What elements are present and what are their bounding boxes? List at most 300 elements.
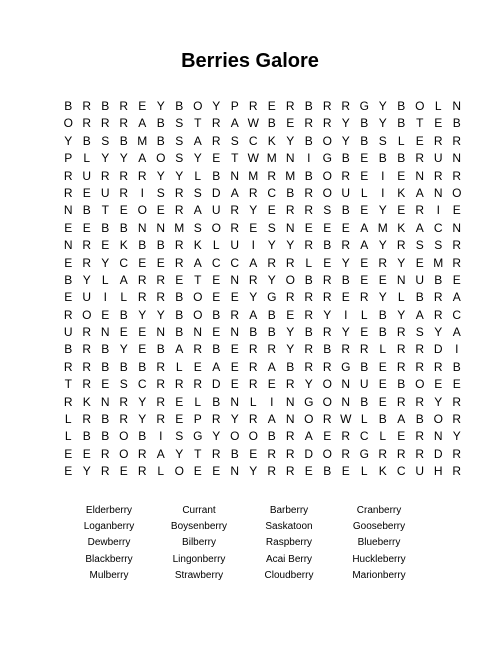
grid-letter[interactable]: I — [455, 342, 459, 357]
grid-letter[interactable]: Y — [101, 151, 110, 166]
grid-letter[interactable]: L — [101, 272, 109, 287]
grid-letter[interactable]: I — [307, 151, 311, 166]
grid-letter[interactable]: R — [304, 203, 314, 218]
grid-letter[interactable]: C — [248, 133, 258, 148]
grid-letter[interactable]: C — [137, 377, 147, 392]
grid-letter[interactable]: Y — [378, 99, 387, 113]
grid-letter[interactable]: K — [267, 133, 276, 148]
grid-letter[interactable]: R — [341, 429, 351, 444]
grid-letter[interactable]: B — [212, 342, 221, 357]
grid-letter[interactable]: R — [415, 359, 425, 374]
grid-letter[interactable]: S — [175, 429, 184, 444]
grid-letter[interactable]: U — [63, 325, 73, 340]
grid-letter[interactable]: E — [82, 446, 91, 461]
grid-letter[interactable]: L — [64, 429, 72, 444]
grid-letter[interactable]: S — [156, 185, 165, 200]
grid-letter[interactable]: Y — [249, 290, 258, 305]
grid-letter[interactable]: R — [248, 359, 258, 374]
grid-letter[interactable]: Y — [64, 133, 73, 148]
grid-letter[interactable]: E — [378, 377, 387, 392]
grid-letter[interactable]: E — [452, 272, 461, 287]
grid-letter[interactable]: R — [285, 255, 295, 270]
grid-letter[interactable]: C — [433, 220, 443, 235]
grid-letter[interactable]: R — [396, 238, 406, 253]
grid-letter[interactable]: E — [119, 464, 128, 479]
grid-letter[interactable]: R — [322, 116, 332, 131]
grid-letter[interactable]: E — [397, 168, 406, 183]
grid-letter[interactable]: R — [285, 464, 295, 479]
grid-letter[interactable]: R — [452, 446, 462, 461]
grid-letter[interactable]: Y — [82, 272, 91, 287]
grid-letter[interactable]: E — [341, 220, 350, 235]
grid-letter[interactable]: R — [82, 359, 92, 374]
grid-letter[interactable]: R — [174, 185, 184, 200]
grid-letter[interactable]: T — [416, 116, 424, 131]
grid-letter[interactable]: I — [251, 238, 255, 253]
grid-letter[interactable]: O — [248, 429, 258, 444]
grid-letter[interactable]: A — [397, 412, 406, 427]
grid-letter[interactable]: S — [415, 325, 424, 340]
grid-letter[interactable]: Y — [286, 342, 295, 357]
grid-letter[interactable]: R — [119, 412, 129, 427]
grid-letter[interactable]: K — [82, 394, 91, 409]
grid-letter[interactable]: U — [433, 151, 443, 166]
grid-letter[interactable]: B — [138, 429, 147, 444]
grid-letter[interactable]: B — [82, 203, 91, 218]
grid-letter[interactable]: O — [193, 307, 203, 322]
grid-letter[interactable]: A — [230, 185, 239, 200]
grid-letter[interactable]: B — [212, 394, 221, 409]
grid-letter[interactable]: Y — [267, 272, 276, 287]
grid-letter[interactable]: A — [230, 116, 239, 131]
grid-letter[interactable]: R — [396, 359, 406, 374]
grid-letter[interactable]: R — [415, 446, 425, 461]
grid-letter[interactable]: M — [266, 151, 277, 166]
grid-letter[interactable]: K — [397, 185, 406, 200]
grid-letter[interactable]: U — [359, 377, 369, 392]
grid-letter[interactable]: B — [397, 377, 406, 392]
grid-letter[interactable]: O — [119, 446, 129, 461]
grid-letter[interactable]: R — [285, 99, 295, 113]
grid-letter[interactable]: N — [230, 325, 240, 340]
grid-letter[interactable]: E — [101, 377, 110, 392]
grid-letter[interactable]: L — [397, 133, 405, 148]
grid-letter[interactable]: R — [396, 342, 406, 357]
grid-letter[interactable]: R — [156, 377, 166, 392]
grid-letter[interactable]: B — [156, 238, 165, 253]
grid-letter[interactable]: A — [156, 446, 165, 461]
grid-letter[interactable]: E — [101, 238, 110, 253]
grid-letter[interactable]: Y — [212, 429, 221, 444]
grid-letter[interactable]: E — [175, 394, 184, 409]
grid-letter[interactable]: O — [322, 446, 332, 461]
grid-letter[interactable]: R — [378, 255, 388, 270]
grid-letter[interactable]: A — [452, 290, 461, 305]
grid-letter[interactable]: R — [248, 99, 258, 113]
grid-letter[interactable]: E — [230, 359, 239, 374]
grid-letter[interactable]: R — [230, 220, 240, 235]
grid-letter[interactable]: R — [119, 168, 129, 183]
grid-letter[interactable]: N — [285, 151, 295, 166]
grid-letter[interactable]: E — [304, 220, 313, 235]
grid-letter[interactable]: N — [433, 429, 443, 444]
grid-letter[interactable]: E — [64, 290, 73, 305]
grid-letter[interactable]: B — [64, 272, 73, 287]
grid-letter[interactable]: B — [212, 168, 221, 183]
grid-letter[interactable]: R — [211, 446, 221, 461]
grid-letter[interactable]: R — [452, 394, 462, 409]
grid-letter[interactable]: R — [322, 412, 332, 427]
grid-letter[interactable]: Y — [341, 325, 350, 340]
grid-letter[interactable]: O — [193, 290, 203, 305]
grid-letter[interactable]: R — [452, 168, 462, 183]
grid-letter[interactable]: R — [156, 272, 166, 287]
grid-letter[interactable]: E — [230, 377, 239, 392]
grid-letter[interactable]: B — [82, 133, 91, 148]
grid-letter[interactable]: B — [378, 412, 387, 427]
grid-letter[interactable]: L — [194, 168, 202, 183]
grid-letter[interactable]: I — [381, 185, 385, 200]
grid-letter[interactable]: B — [341, 151, 350, 166]
grid-letter[interactable]: R — [267, 168, 277, 183]
grid-letter[interactable]: B — [378, 325, 387, 340]
grid-letter[interactable]: O — [174, 464, 184, 479]
grid-letter[interactable]: C — [230, 255, 240, 270]
grid-letter[interactable]: A — [249, 255, 258, 270]
grid-letter[interactable]: N — [452, 220, 462, 235]
grid-letter[interactable]: E — [193, 464, 202, 479]
grid-letter[interactable]: N — [285, 412, 295, 427]
grid-letter[interactable]: I — [381, 168, 385, 183]
grid-letter[interactable]: B — [360, 116, 369, 131]
grid-letter[interactable]: R — [82, 342, 92, 357]
grid-letter[interactable]: I — [159, 429, 163, 444]
grid-letter[interactable]: R — [396, 446, 406, 461]
grid-letter[interactable]: E — [82, 185, 91, 200]
grid-letter[interactable]: E — [64, 220, 73, 235]
grid-letter[interactable]: E — [212, 151, 221, 166]
grid-letter[interactable]: E — [452, 377, 461, 392]
grid-letter[interactable]: E — [119, 203, 128, 218]
grid-letter[interactable]: R — [285, 429, 295, 444]
grid-letter[interactable]: O — [433, 412, 443, 427]
grid-letter[interactable]: B — [304, 168, 313, 183]
grid-letter[interactable]: E — [286, 307, 295, 322]
grid-letter[interactable]: A — [267, 412, 276, 427]
grid-letter[interactable]: C — [359, 429, 369, 444]
grid-letter[interactable]: N — [415, 168, 425, 183]
grid-letter[interactable]: B — [452, 116, 461, 131]
grid-letter[interactable]: R — [119, 185, 129, 200]
grid-letter[interactable]: T — [194, 446, 202, 461]
grid-letter[interactable]: B — [119, 133, 128, 148]
grid-letter[interactable]: R — [174, 377, 184, 392]
grid-letter[interactable]: G — [359, 446, 369, 461]
grid-letter[interactable]: S — [267, 220, 276, 235]
grid-letter[interactable]: E — [360, 168, 369, 183]
grid-letter[interactable]: O — [415, 99, 425, 113]
grid-letter[interactable]: B — [267, 307, 276, 322]
grid-letter[interactable]: D — [433, 342, 443, 357]
grid-letter[interactable]: N — [156, 220, 166, 235]
grid-letter[interactable]: S — [101, 133, 110, 148]
grid-letter[interactable]: E — [341, 290, 350, 305]
grid-letter[interactable]: R — [248, 377, 258, 392]
grid-letter[interactable]: P — [193, 412, 202, 427]
grid-letter[interactable]: D — [433, 446, 443, 461]
grid-letter[interactable]: R — [211, 133, 221, 148]
grid-letter[interactable]: B — [267, 325, 276, 340]
grid-letter[interactable]: L — [360, 464, 368, 479]
grid-letter[interactable]: R — [433, 290, 443, 305]
grid-letter[interactable]: B — [360, 394, 369, 409]
grid-letter[interactable]: P — [230, 99, 239, 113]
grid-letter[interactable]: B — [156, 342, 165, 357]
grid-letter[interactable]: E — [286, 116, 295, 131]
grid-letter[interactable]: Y — [341, 255, 350, 270]
grid-letter[interactable]: K — [378, 464, 387, 479]
grid-letter[interactable]: Y — [175, 446, 184, 461]
grid-letter[interactable]: M — [377, 220, 388, 235]
grid-letter[interactable]: E — [212, 325, 221, 340]
grid-letter[interactable]: Y — [156, 99, 165, 113]
grid-letter[interactable]: B — [249, 325, 258, 340]
grid-letter[interactable]: A — [193, 255, 202, 270]
grid-letter[interactable]: R — [341, 446, 351, 461]
grid-letter[interactable]: R — [137, 272, 147, 287]
grid-letter[interactable]: M — [433, 255, 444, 270]
grid-letter[interactable]: E — [212, 464, 221, 479]
grid-letter[interactable]: U — [415, 464, 425, 479]
grid-letter[interactable]: G — [304, 394, 314, 409]
grid-letter[interactable]: Y — [397, 255, 406, 270]
grid-letter[interactable]: Y — [286, 325, 295, 340]
grid-letter[interactable]: U — [211, 203, 221, 218]
grid-letter[interactable]: B — [304, 133, 313, 148]
grid-letter[interactable]: A — [249, 307, 258, 322]
grid-letter[interactable]: B — [304, 272, 313, 287]
grid-letter[interactable]: B — [138, 238, 147, 253]
grid-letter[interactable]: R — [285, 203, 295, 218]
grid-letter[interactable]: Y — [138, 307, 147, 322]
grid-letter[interactable]: O — [119, 429, 129, 444]
grid-letter[interactable]: Y — [82, 464, 91, 479]
grid-letter[interactable]: E — [360, 151, 369, 166]
grid-letter[interactable]: K — [119, 238, 128, 253]
grid-letter[interactable]: L — [157, 464, 165, 479]
grid-letter[interactable]: Y — [286, 133, 295, 148]
grid-letter[interactable]: E — [64, 464, 73, 479]
grid-letter[interactable]: E — [64, 446, 73, 461]
grid-letter[interactable]: N — [341, 394, 351, 409]
grid-letter[interactable]: R — [415, 151, 425, 166]
grid-letter[interactable]: R — [63, 307, 73, 322]
grid-letter[interactable]: W — [247, 116, 259, 131]
grid-letter[interactable]: L — [360, 412, 368, 427]
grid-letter[interactable]: B — [378, 151, 387, 166]
grid-letter[interactable]: R — [82, 377, 92, 392]
grid-letter[interactable]: D — [211, 185, 221, 200]
grid-letter[interactable]: M — [137, 133, 148, 148]
grid-letter[interactable]: C — [452, 307, 462, 322]
grid-letter[interactable]: E — [360, 203, 369, 218]
grid-letter[interactable]: B — [452, 359, 461, 374]
grid-letter[interactable]: R — [63, 359, 73, 374]
grid-letter[interactable]: R — [156, 394, 166, 409]
grid-letter[interactable]: E — [175, 412, 184, 427]
grid-letter[interactable]: B — [156, 116, 165, 131]
grid-letter[interactable]: O — [415, 377, 425, 392]
grid-letter[interactable]: E — [156, 255, 165, 270]
grid-letter[interactable]: E — [138, 342, 147, 357]
grid-letter[interactable]: N — [341, 377, 351, 392]
grid-letter[interactable]: Y — [193, 151, 202, 166]
grid-letter[interactable]: R — [211, 116, 221, 131]
grid-letter[interactable]: B — [341, 272, 350, 287]
grid-letter[interactable]: W — [247, 151, 259, 166]
grid-letter[interactable]: B — [101, 359, 110, 374]
grid-letter[interactable]: L — [83, 151, 91, 166]
grid-letter[interactable]: R — [230, 307, 240, 322]
grid-letter[interactable]: B — [360, 359, 369, 374]
grid-letter[interactable]: L — [175, 359, 183, 374]
grid-letter[interactable]: B — [119, 307, 128, 322]
grid-letter[interactable]: G — [267, 290, 277, 305]
grid-letter[interactable]: E — [138, 255, 147, 270]
grid-letter[interactable]: R — [82, 99, 92, 113]
grid-letter[interactable]: B — [101, 412, 110, 427]
grid-letter[interactable]: N — [100, 394, 110, 409]
grid-letter[interactable]: R — [267, 342, 277, 357]
grid-letter[interactable]: R — [82, 238, 92, 253]
grid-letter[interactable]: B — [101, 99, 110, 113]
grid-letter[interactable]: O — [82, 307, 92, 322]
grid-letter[interactable]: O — [156, 151, 166, 166]
grid-letter[interactable]: N — [230, 394, 240, 409]
grid-letter[interactable]: T — [101, 203, 109, 218]
grid-letter[interactable]: B — [64, 99, 73, 113]
grid-letter[interactable]: B — [267, 116, 276, 131]
grid-letter[interactable]: E — [360, 325, 369, 340]
grid-letter[interactable]: U — [341, 185, 351, 200]
grid-letter[interactable]: R — [452, 133, 462, 148]
grid-letter[interactable]: B — [230, 446, 239, 461]
grid-letter[interactable]: D — [211, 377, 221, 392]
grid-letter[interactable]: E — [138, 325, 147, 340]
grid-letter[interactable]: B — [267, 429, 276, 444]
grid-letter[interactable]: R — [341, 238, 351, 253]
grid-letter[interactable]: A — [415, 185, 424, 200]
grid-letter[interactable]: R — [193, 377, 203, 392]
grid-letter[interactable]: L — [360, 185, 368, 200]
grid-letter[interactable]: R — [100, 168, 110, 183]
grid-letter[interactable]: M — [174, 220, 185, 235]
grid-letter[interactable]: R — [82, 116, 92, 131]
grid-letter[interactable]: Y — [249, 464, 258, 479]
grid-letter[interactable]: R — [82, 325, 92, 340]
grid-letter[interactable]: G — [322, 151, 332, 166]
grid-letter[interactable]: Y — [378, 238, 387, 253]
grid-letter[interactable]: R — [433, 168, 443, 183]
grid-letter[interactable]: N — [230, 272, 240, 287]
grid-letter[interactable]: E — [267, 203, 276, 218]
grid-letter[interactable]: B — [323, 342, 332, 357]
grid-letter[interactable]: Y — [378, 290, 387, 305]
grid-letter[interactable]: S — [323, 203, 332, 218]
grid-letter[interactable]: B — [119, 220, 128, 235]
grid-letter[interactable]: B — [101, 220, 110, 235]
grid-letter[interactable]: R — [285, 377, 295, 392]
grid-letter[interactable]: R — [230, 203, 240, 218]
grid-letter[interactable]: K — [193, 238, 202, 253]
grid-letter[interactable]: B — [82, 429, 91, 444]
grid-letter[interactable]: R — [341, 168, 351, 183]
grid-letter[interactable]: B — [138, 359, 147, 374]
grid-letter[interactable]: Y — [452, 429, 461, 444]
grid-letter[interactable]: B — [64, 342, 73, 357]
grid-letter[interactable]: T — [194, 116, 202, 131]
grid-letter[interactable]: R — [304, 307, 314, 322]
grid-letter[interactable]: E — [378, 394, 387, 409]
grid-letter[interactable]: B — [119, 359, 128, 374]
grid-letter[interactable]: Y — [156, 307, 165, 322]
grid-letter[interactable]: A — [360, 238, 369, 253]
grid-letter[interactable]: R — [396, 394, 406, 409]
grid-letter[interactable]: R — [304, 238, 314, 253]
grid-letter[interactable]: R — [248, 342, 258, 357]
grid-letter[interactable]: R — [267, 446, 277, 461]
grid-letter[interactable]: R — [63, 168, 73, 183]
grid-letter[interactable]: O — [137, 203, 147, 218]
grid-letter[interactable]: S — [175, 151, 184, 166]
grid-letter[interactable]: R — [137, 464, 147, 479]
grid-letter[interactable]: M — [285, 168, 296, 183]
grid-letter[interactable]: O — [304, 412, 314, 427]
grid-letter[interactable]: O — [211, 220, 221, 235]
grid-letter[interactable]: N — [433, 185, 443, 200]
grid-letter[interactable]: E — [267, 377, 276, 392]
grid-letter[interactable]: C — [119, 255, 129, 270]
grid-letter[interactable]: Y — [101, 255, 110, 270]
grid-letter[interactable]: B — [397, 116, 406, 131]
grid-letter[interactable]: O — [322, 168, 332, 183]
grid-letter[interactable]: A — [193, 203, 202, 218]
grid-letter[interactable]: R — [100, 446, 110, 461]
grid-letter[interactable]: B — [304, 99, 313, 113]
grid-letter[interactable]: E — [323, 429, 332, 444]
grid-letter[interactable]: E — [323, 255, 332, 270]
grid-letter[interactable]: E — [101, 307, 110, 322]
grid-letter[interactable]: B — [101, 342, 110, 357]
grid-letter[interactable]: Y — [341, 133, 350, 148]
grid-letter[interactable]: E — [341, 464, 350, 479]
grid-letter[interactable]: L — [305, 255, 313, 270]
grid-letter[interactable]: L — [379, 342, 387, 357]
grid-letter[interactable]: R — [322, 290, 332, 305]
grid-letter[interactable]: E — [230, 290, 239, 305]
grid-letter[interactable]: Y — [230, 412, 239, 427]
grid-letter[interactable]: Y — [249, 203, 258, 218]
grid-letter[interactable]: A — [415, 307, 424, 322]
grid-letter[interactable]: M — [248, 168, 259, 183]
grid-letter[interactable]: E — [415, 255, 424, 270]
grid-letter[interactable]: R — [248, 412, 258, 427]
grid-letter[interactable]: N — [230, 464, 240, 479]
grid-letter[interactable]: A — [267, 359, 276, 374]
grid-letter[interactable]: A — [304, 429, 313, 444]
grid-letter[interactable]: A — [212, 359, 221, 374]
grid-letter[interactable]: E — [378, 272, 387, 287]
